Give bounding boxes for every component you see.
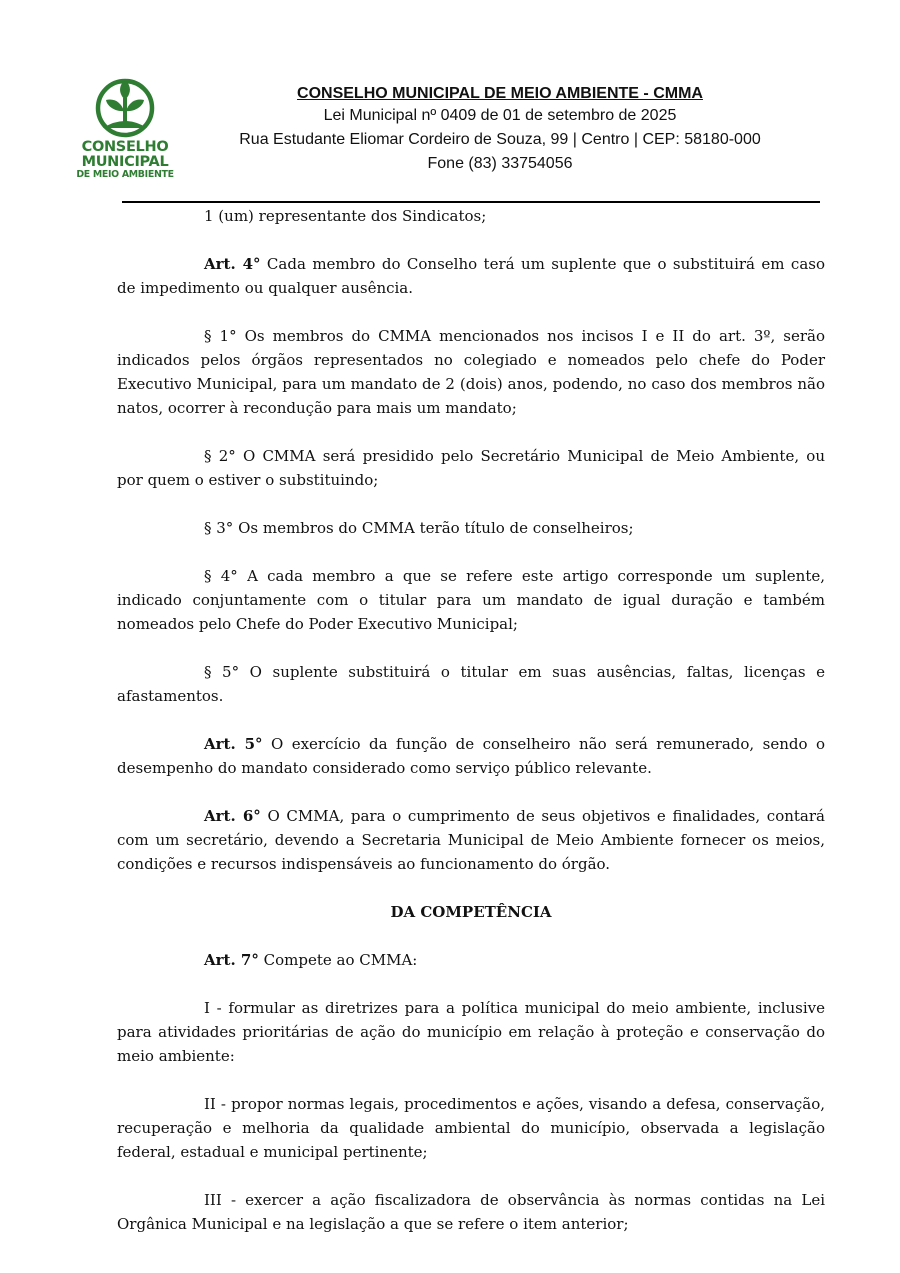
paragraph-2: § 2° O CMMA será presidido pelo Secretário Municipal de Meio Ambiente, ou por quem o estiver o substituindo;: [117, 447, 825, 489]
article-7: [117, 948, 825, 972]
inciso-2: II - propor normas legais, procedimentos e ações, visando a defesa, conservação, recuperação e melhoria da qualidade ambiental do município, observada a legislação federal, estadual e municipal pertinente;: [117, 1095, 825, 1161]
article-label: Art. 6°: [204, 807, 261, 825]
continued-item: 1 (um) representante dos Sindicatos;: [204, 207, 487, 225]
logo-text-line3: DE MEIO AMBIENTE: [76, 169, 174, 180]
document-body: [117, 204, 825, 1236]
article-4: [117, 252, 825, 300]
letterhead-address: Rua Estudante Eliomar Cordeiro de Souza, 99 | Centro | CEP: 58180-000: [239, 131, 761, 148]
article-6: [117, 804, 825, 876]
inciso-1: I - formular as diretrizes para a política municipal do meio ambiente, inclusive para atividades prioritárias de ação do município em relação à proteção e conservação do meio ambiente:: [117, 999, 825, 1065]
article-text: O exercício da função de conselheiro não será remunerado, sendo o desempenho do mandato considerado como serviço público relevante.: [117, 735, 825, 777]
inciso-3: III - exercer a ação fiscalizadora de observância às normas contidas na Lei Orgânica Municipal e na legislação a que se refere o item anterior;: [117, 1191, 825, 1233]
letterhead: [190, 84, 810, 176]
section-heading: DA COMPETÊNCIA: [390, 903, 552, 921]
article-label: Art. 7°: [204, 951, 259, 969]
article-5: [117, 732, 825, 780]
article-text: O CMMA, para o cumprimento de seus objetivos e finalidades, contará com um secretário, devendo a Secretaria Municipal de Meio Ambiente fornecer os meios, condições e recursos indispensáveis ao funcionamento do órgão.: [117, 807, 825, 873]
paragraph-3: § 3° Os membros do CMMA terão título de conselheiros;: [204, 519, 634, 537]
letterhead-title: CONSELHO MUNICIPAL DE MEIO AMBIENTE - CMMA: [297, 85, 703, 102]
cmma-logo: [70, 78, 180, 179]
article-text: Compete ao CMMA:: [258, 951, 418, 969]
paragraph-5: § 5° O suplente substituirá o titular em suas ausências, faltas, licenças e afastamentos.: [117, 663, 825, 705]
logo-text-line2: MUNICIPAL: [81, 153, 169, 170]
header-divider: [122, 201, 820, 203]
logo-text-line1: CONSELHO: [81, 139, 169, 155]
sprout-in-circle-icon: [93, 78, 157, 138]
letterhead-law: Lei Municipal nº 0409 de 01 de setembro de 2025: [323, 107, 677, 124]
article-text: Cada membro do Conselho terá um suplente que o substituirá em caso de impedimento ou qualquer ausência.: [117, 255, 826, 297]
article-label: Art. 5°: [204, 735, 263, 753]
paragraph-4: § 4° A cada membro a que se refere este artigo corresponde um suplente, indicado conjuntamente com o titular para um mandato de igual duração e também nomeados pelo Chefe do Poder Executivo Municipal;: [117, 567, 825, 633]
article-label: Art. 4°: [204, 255, 261, 273]
letterhead-phone: Fone (83) 33754056: [427, 155, 573, 172]
paragraph-1: § 1° Os membros do CMMA mencionados nos incisos I e II do art. 3º, serão indicados pelos órgãos representados no colegiado e nomeados pelo chefe do Poder Executivo Municipal, para um mandato de 2 (dois) anos, podendo, no caso dos membros não natos, ocorrer à recondução para mais um mandato;: [117, 327, 825, 417]
